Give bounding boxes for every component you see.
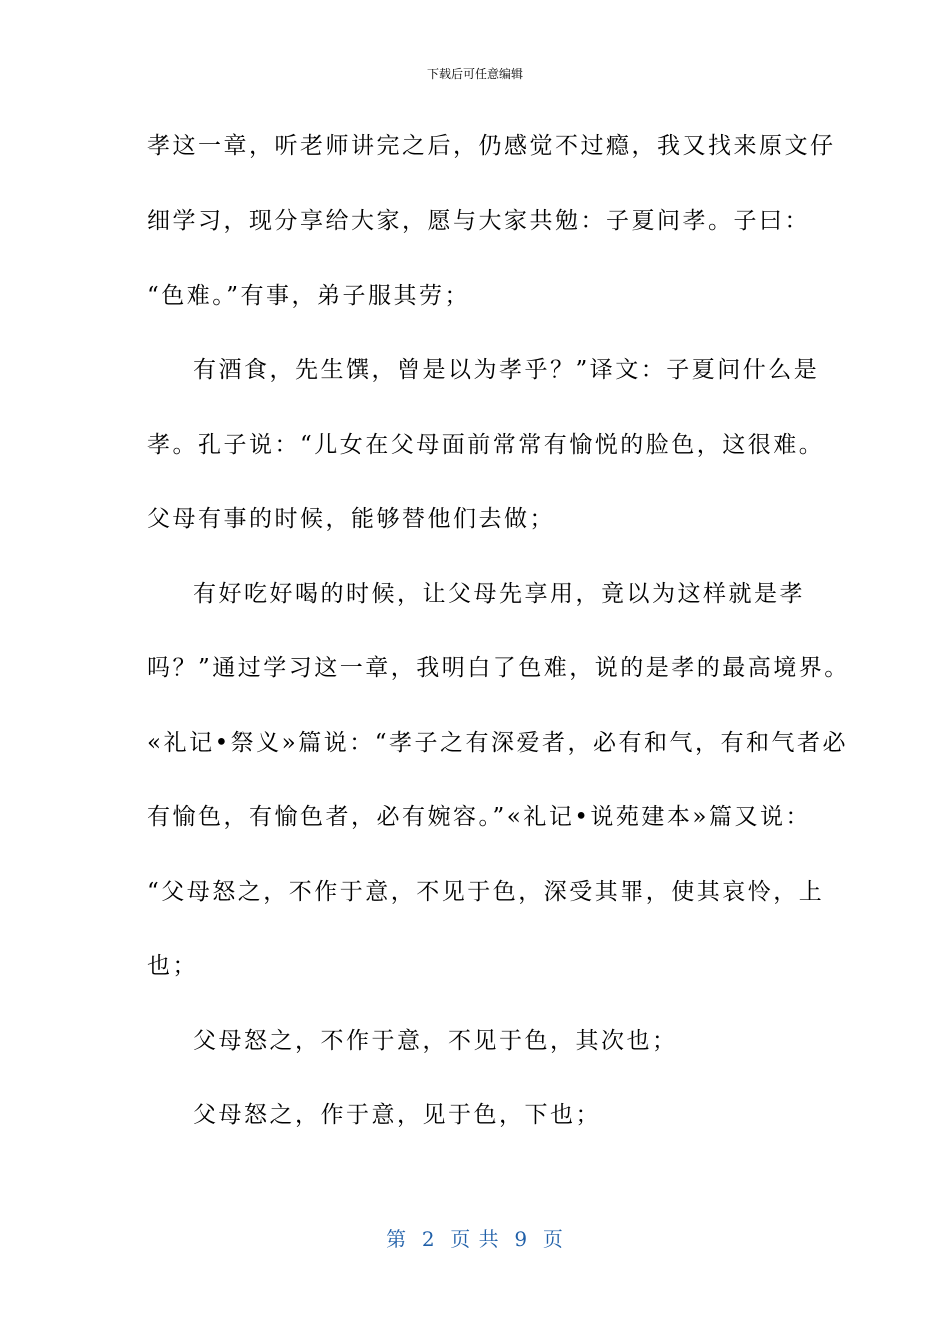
text-line: 有好吃好喝的时候，让父母先享用，竟以为这样就是孝 — [193, 581, 805, 607]
text-line: 孝这一章，听老师讲完之后，仍感觉不过瘾，我又找来原文仔 — [147, 133, 836, 159]
page-header: 下载后可任意编辑 — [426, 67, 523, 81]
text-line: “父母怒之，不作于意，不见于色，深受其罪，使其哀怜，上 — [147, 879, 825, 905]
text-line: 吗？”通过学习这一章，我明白了色难，说的是孝的最高境界。 — [147, 655, 850, 681]
text-line: 孝。孔子说：“儿女在父母面前常常有愉悦的脸色，这很难。 — [147, 432, 825, 458]
page-number-footer: 第 2 页 共 9 页 — [386, 1227, 564, 1251]
text-line: 有酒食，先生馔，曾是以为孝乎？”译文：子夏问什么是 — [193, 357, 820, 383]
text-line: 父母有事的时候，能够替他们去做； — [147, 506, 555, 532]
text-line: «礼记•祭义»篇说：“孝子之有深爱者，必有和气，有和气者必 — [147, 730, 848, 756]
text-line: 父母怒之，不作于意，不见于色，其次也； — [193, 1028, 678, 1054]
text-line: 细学习，现分享给大家，愿与大家共勉：子夏问孝。子曰： — [147, 208, 810, 234]
text-line: 也； — [147, 953, 198, 979]
text-line: 父母怒之，作于意，见于色，下也； — [193, 1102, 601, 1128]
text-line: 有愉色，有愉色者，必有婉容。”«礼记•说苑建本»篇又说： — [147, 804, 811, 830]
text-line: “色难。”有事，弟子服其劳； — [147, 283, 471, 309]
